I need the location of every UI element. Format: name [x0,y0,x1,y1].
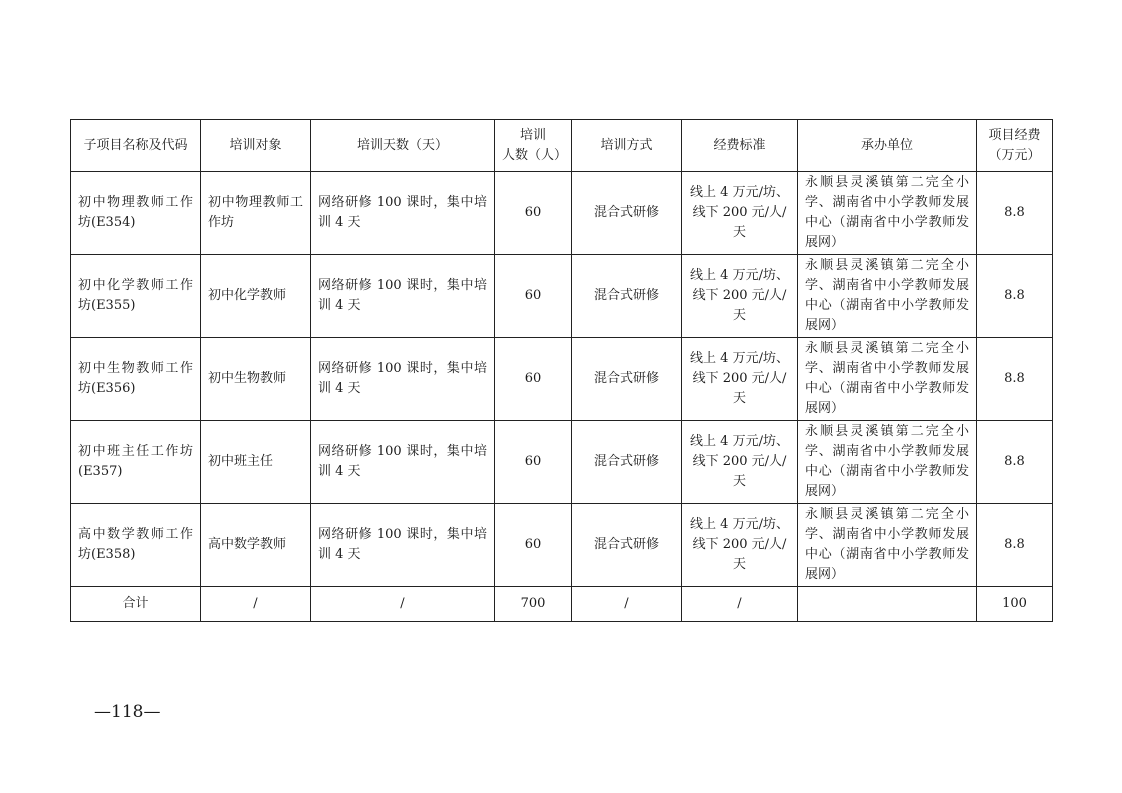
cell-subproject-name: 初中班主任工作坊(E357) [71,421,201,504]
header-trainee-count: 培训 人数（人） [495,120,572,172]
header-organizer: 承办单位 [798,120,977,172]
cell-subproject-name: 初中生物教师工作坊(E356) [71,338,201,421]
total-training-target: / [201,587,311,622]
cell-project-funding: 8.8 [977,255,1053,338]
table-row [71,504,1053,587]
total-project-funding: 100 [977,587,1053,622]
cell-trainee-count: 60 [495,421,572,504]
cell-training-mode: 混合式研修 [572,172,682,255]
total-training-days: / [311,587,495,622]
cell-subproject-name: 初中化学教师工作坊(E355) [71,255,201,338]
cell-subproject-name: 初中物理教师工作坊(E354) [71,172,201,255]
header-funding-standard: 经费标准 [682,120,798,172]
header-training-target: 培训对象 [201,120,311,172]
page-number: —118— [94,702,161,722]
cell-project-funding: 8.8 [977,504,1053,587]
cell-training-target: 初中化学教师 [201,255,311,338]
cell-training-mode: 混合式研修 [572,504,682,587]
cell-training-mode: 混合式研修 [572,338,682,421]
cell-training-target: 初中班主任 [201,421,311,504]
table-row [71,172,1053,255]
cell-training-mode: 混合式研修 [572,421,682,504]
cell-organizer: 永顺县灵溪镇第二完全小学、湖南省中小学教师发展中心（湖南省中小学教师发展网） [798,504,977,587]
cell-funding-standard: 线上 4 万元/坊、线下 200 元/人/天 [682,421,798,504]
table-total-row [71,587,1053,622]
header-training-mode: 培训方式 [572,120,682,172]
cell-training-target: 高中数学教师 [201,504,311,587]
cell-organizer: 永顺县灵溪镇第二完全小学、湖南省中小学教师发展中心（湖南省中小学教师发展网） [798,172,977,255]
cell-training-days: 网络研修 100 课时，集中培训 4 天 [311,172,495,255]
total-organizer [798,587,977,622]
cell-training-target: 初中物理教师工作坊 [201,172,311,255]
table-header-row [71,120,1053,172]
cell-training-mode: 混合式研修 [572,255,682,338]
cell-organizer: 永顺县灵溪镇第二完全小学、湖南省中小学教师发展中心（湖南省中小学教师发展网） [798,338,977,421]
cell-project-funding: 8.8 [977,338,1053,421]
training-project-table-container [70,119,1053,622]
cell-funding-standard: 线上 4 万元/坊、线下 200 元/人/天 [682,338,798,421]
header-subproject-name: 子项目名称及代码 [71,120,201,172]
header-project-funding: 项目经费 （万元） [977,120,1053,172]
cell-training-days: 网络研修 100 课时，集中培训 4 天 [311,338,495,421]
cell-funding-standard: 线上 4 万元/坊、线下 200 元/人/天 [682,255,798,338]
cell-organizer: 永顺县灵溪镇第二完全小学、湖南省中小学教师发展中心（湖南省中小学教师发展网） [798,421,977,504]
cell-funding-standard: 线上 4 万元/坊、线下 200 元/人/天 [682,172,798,255]
cell-training-days: 网络研修 100 课时，集中培训 4 天 [311,421,495,504]
cell-training-days: 网络研修 100 课时，集中培训 4 天 [311,504,495,587]
cell-trainee-count: 60 [495,255,572,338]
cell-project-funding: 8.8 [977,421,1053,504]
cell-trainee-count: 60 [495,504,572,587]
total-label: 合计 [71,587,201,622]
cell-trainee-count: 60 [495,172,572,255]
training-project-table [70,119,1053,622]
total-trainee-count: 700 [495,587,572,622]
cell-organizer: 永顺县灵溪镇第二完全小学、湖南省中小学教师发展中心（湖南省中小学教师发展网） [798,255,977,338]
total-funding-standard: / [682,587,798,622]
header-training-days: 培训天数（天） [311,120,495,172]
cell-training-target: 初中生物教师 [201,338,311,421]
cell-funding-standard: 线上 4 万元/坊、线下 200 元/人/天 [682,504,798,587]
table-row [71,421,1053,504]
cell-trainee-count: 60 [495,338,572,421]
cell-project-funding: 8.8 [977,172,1053,255]
cell-subproject-name: 高中数学教师工作坊(E358) [71,504,201,587]
cell-training-days: 网络研修 100 课时，集中培训 4 天 [311,255,495,338]
table-row [71,338,1053,421]
total-training-mode: / [572,587,682,622]
table-row [71,255,1053,338]
